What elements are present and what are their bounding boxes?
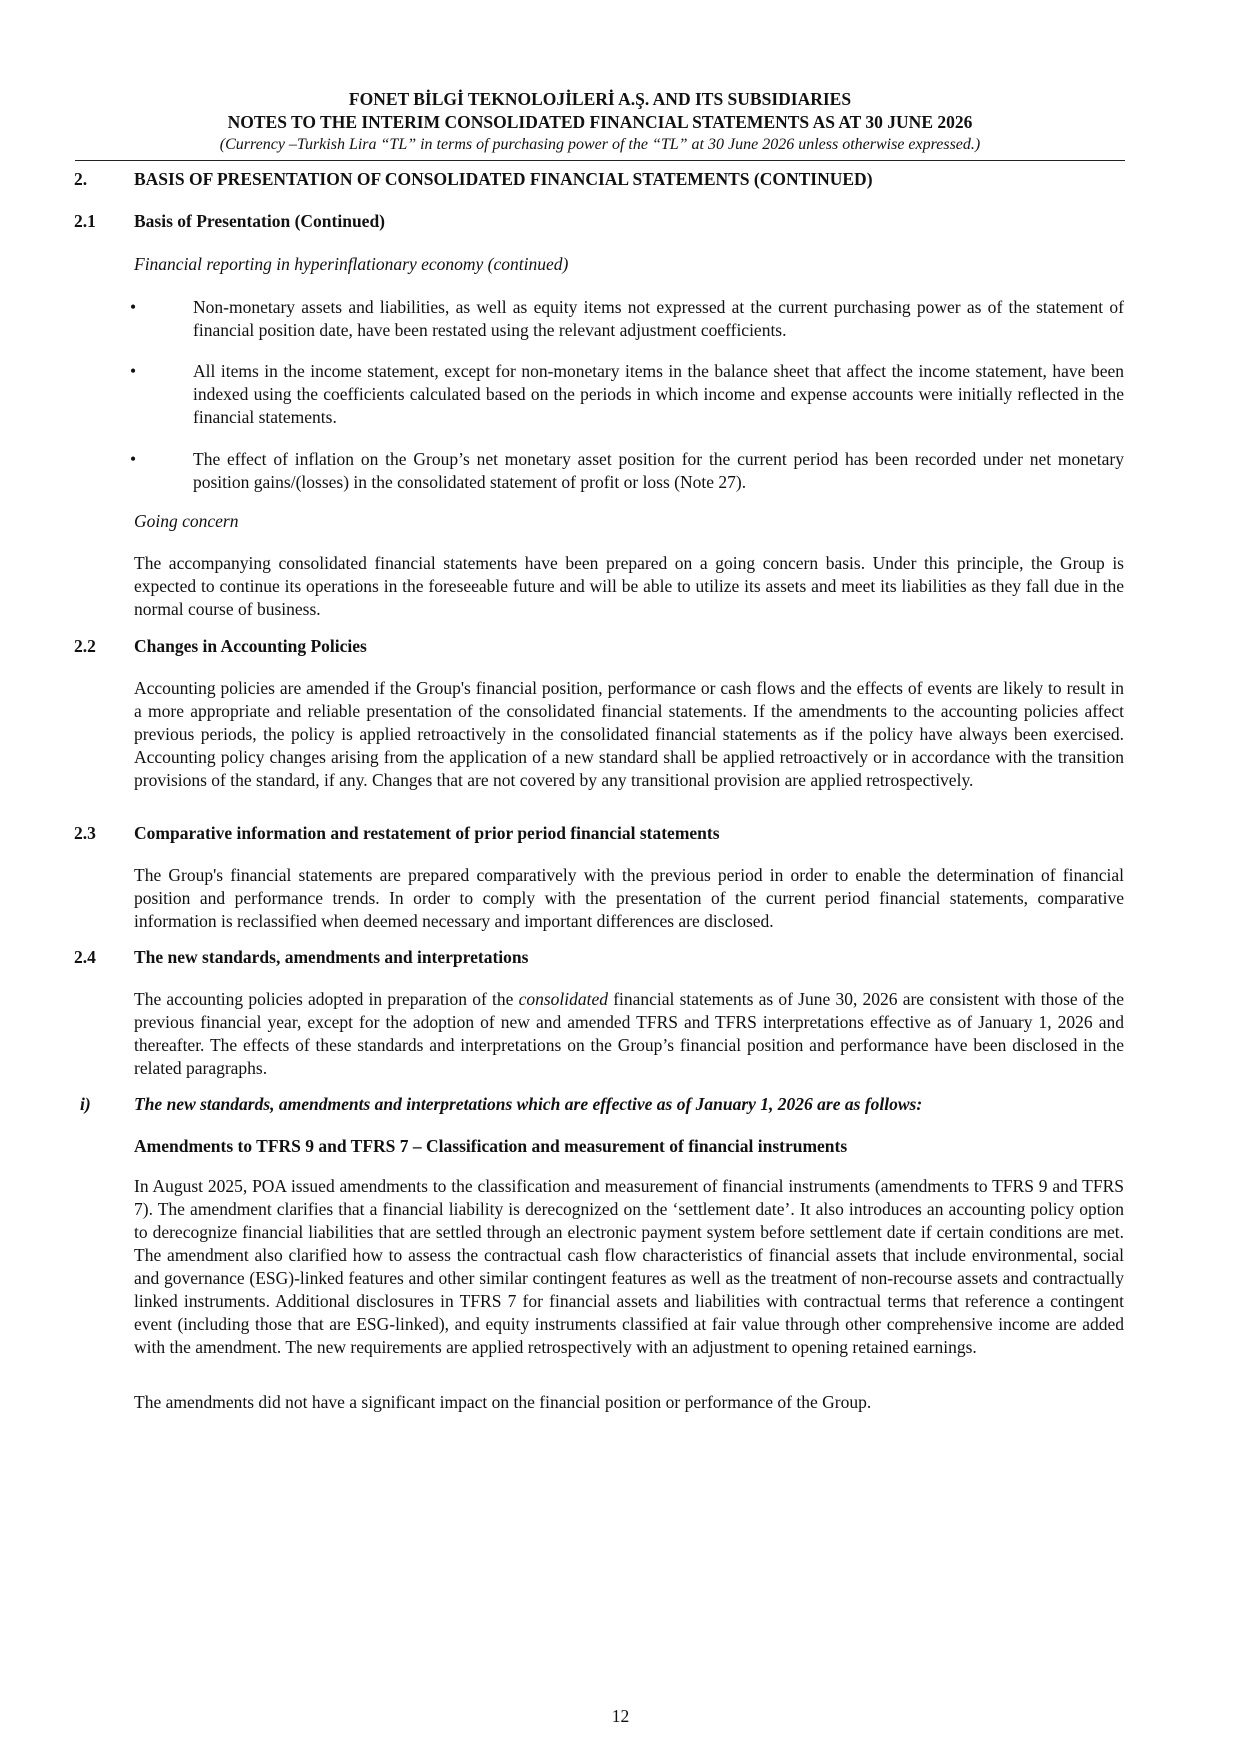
bullet-icon: • bbox=[130, 297, 137, 317]
bullet-item: Non-monetary assets and liabilities, as well as equity items not expressed at the current purchasing power as of the statement of financial position date, have been restated using the relevant adjustment coefficients. bbox=[193, 297, 1124, 340]
new-standards-text-part: The accounting policies adopted in preparation of the bbox=[134, 989, 519, 1009]
subsection-2-1-number: 2.1 bbox=[74, 211, 96, 231]
subsection-2-3-number: 2.3 bbox=[74, 823, 96, 843]
section-number: 2. bbox=[74, 169, 88, 189]
going-concern-heading: Going concern bbox=[134, 511, 239, 531]
amendment-text: In August 2025, POA issued amendments to the classification and measurement of financial instruments (amendments to TFRS 9 and TFRS 7). The amendment clarifies that a financial liability is derecognized on the ‘settlement date’. It also introduces an accounting policy option to derecognize financial liabilities that are settled through an electronic payment system before settlement date if certain conditions are met. The amendment also clarified how to assess the contractual cash flow characteristics of financial assets that include environmental, social and governance (ESG)-linked features and other similar contingent features as well as the treatment of non-recourse assets and contractually linked instruments. Additional disclosures in TFRS 7 for financial assets and liabilities with contractual terms that reference a contingent event (including those that are ESG-linked), and equity instruments classified at fair value through other comprehensive income are added with the amendment. The new requirements are applied retrospectively with an adjustment to opening retained earnings. bbox=[134, 1176, 1124, 1357]
subsection-2-1-title: Basis of Presentation (Continued) bbox=[134, 211, 386, 231]
subsection-2-4-title: The new standards, amendments and interpretations bbox=[134, 947, 529, 967]
consolidated-italic: consolidated bbox=[518, 989, 608, 1009]
going-concern-text: The accompanying consolidated financial statements have been prepared on a going concern basis. Under this principle, the Group is expected to continue its operations in the foreseeable future and will be able to utilize its assets and meet its liabilities as they fall due in the normal course of business. bbox=[134, 553, 1124, 619]
subsection-2-4-number: 2.4 bbox=[74, 947, 96, 967]
amendment-heading: Amendments to TFRS 9 and TFRS 7 – Classification and measurement of financial instruments bbox=[134, 1136, 848, 1156]
amendment-conclusion: The amendments did not have a significant impact on the financial position or performance of the Group. bbox=[134, 1392, 872, 1412]
sub-item-number: i) bbox=[80, 1094, 91, 1114]
bullet-icon: • bbox=[130, 449, 137, 469]
accounting-policies-text: Accounting policies are amended if the Group's financial position, performance or cash flows and the effects of events are likely to result in a more appropriate and reliable presentation of the consolidated financial statements. If the amendments to the accounting policies affect previous periods, the policy is applied retroactively in the consolidated financial statements as if the policy have always been exercised. Accounting policy changes arising from the application of a new standard shall be applied retroactively or in accordance with the transition provisions of the standard, if any. Changes that are not covered by any transitional provision are applied retrospectively. bbox=[134, 678, 1124, 790]
header-divider bbox=[75, 160, 1125, 161]
effective-standards-heading: The new standards, amendments and interpretations which are effective as of January 1, 2026 are as follows: bbox=[134, 1094, 923, 1114]
section-title: BASIS OF PRESENTATION OF CONSOLIDATED FINANCIAL STATEMENTS (CONTINUED) bbox=[134, 169, 873, 189]
currency-note: (Currency –Turkish Lira “TL” in terms of purchasing power of the “TL” at 30 June 2026 unless otherwise expressed.) bbox=[219, 136, 981, 153]
company-name: FONET BİLGİ TEKNOLOJİLERİ A.Ş. AND ITS SUBSIDIARIES bbox=[348, 89, 852, 109]
comparative-information-text: The Group's financial statements are prepared comparatively with the previous period in order to enable the determination of financial position and performance trends. In order to comply with the presentation of the current period financial statements, comparative information is reclassified when deemed necessary and important differences are disclosed. bbox=[134, 865, 1124, 931]
hyperinflation-subheading: Financial reporting in hyperinflationary economy (continued) bbox=[134, 254, 569, 274]
new-standards-text-part: financial statements as of June 30, 2026 are consistent with those of the previous financial year, except for the adoption of new and amended TFRS and TFRS interpretations effective as of January 1, 2026 and thereafter. The effects of these standards and interpretations on the Group’s financial position and performance have been disclosed in the related paragraphs. bbox=[134, 989, 1124, 1078]
document-title: NOTES TO THE INTERIM CONSOLIDATED FINANCIAL STATEMENTS AS AT 30 JUNE 2026 bbox=[227, 112, 973, 132]
subsection-2-3-title: Comparative information and restatement of prior period financial statements bbox=[134, 823, 720, 843]
bullet-item: The effect of inflation on the Group’s net monetary asset position for the current period has been recorded under net monetary position gains/(losses) in the consolidated statement of profit or loss (Note 27). bbox=[193, 449, 1124, 492]
bullet-item: All items in the income statement, except for non-monetary items in the balance sheet that affect the income statement, have been indexed using the coefficients calculated based on the periods in which income and expense accounts were initially reflected in the financial statements. bbox=[193, 361, 1124, 427]
page-number: 12 bbox=[611, 1706, 630, 1726]
bullet-icon: • bbox=[130, 361, 137, 381]
subsection-2-2-title: Changes in Accounting Policies bbox=[134, 636, 367, 656]
new-standards-text bbox=[134, 988, 1124, 1080]
subsection-2-2-number: 2.2 bbox=[74, 636, 96, 656]
